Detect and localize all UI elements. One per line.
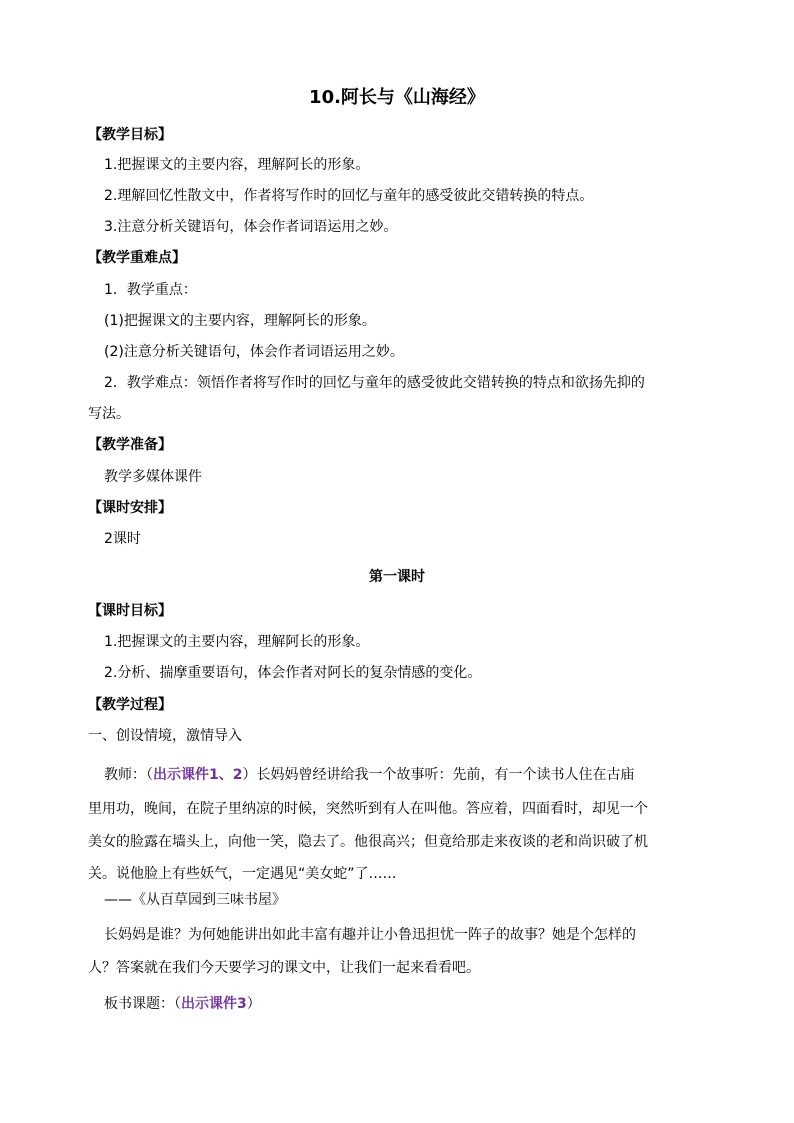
prep-heading: 【教学准备】 xyxy=(88,437,172,453)
objective-item: 1.把握课文的主要内容，理解阿长的形象。 xyxy=(104,157,370,173)
question-line: 长妈妈是谁？为何她能讲出如此丰富有趣并让小鲁迅担忧一阵子的故事？她是个怎样的 xyxy=(104,927,636,943)
lesson-objectives-heading: 【课时目标】 xyxy=(88,603,172,619)
board-prefix: 板书课题：（ xyxy=(104,996,181,1012)
lesson-title: 第一课时 xyxy=(369,569,425,585)
difficulty-line: 2．教学难点：领悟作者将写作时的回忆与童年的感受彼此交错转换的特点和欲扬先抑的 xyxy=(104,375,645,391)
lesson-objective-item: 2.分析、揣摩重要语句，体会作者对阿长的复杂情感的变化。 xyxy=(104,665,482,681)
board-line xyxy=(104,994,261,1014)
page-title: 10.阿长与《山海经》 xyxy=(309,87,485,108)
step-heading: 一、创设情境，激情导入 xyxy=(88,728,242,744)
courseware-reference: 出示课件1、2 xyxy=(153,767,243,783)
key-point-label: 1．教学重点： xyxy=(104,282,197,298)
objective-item: 2.理解回忆性散文中，作者将写作时的回忆与童年的感受彼此交错转换的特点。 xyxy=(104,188,594,204)
key-point-item: (2)注意分析关键语句，体会作者词语运用之妙。 xyxy=(104,344,404,360)
prep-text: 教学多媒体课件 xyxy=(104,469,202,485)
key-point-item: (1)把握课文的主要内容，理解阿长的形象。 xyxy=(104,313,376,329)
schedule-text: 2课时 xyxy=(104,531,141,547)
teacher-text: ）长妈妈曾经讲给我一个故事听：先前，有一个读书人住在古庙 xyxy=(242,767,635,783)
teacher-prefix: 教师：（ xyxy=(104,767,153,783)
lesson-objective-item: 1.把握课文的主要内容，理解阿长的形象。 xyxy=(104,634,370,650)
key-heading: 【教学重难点】 xyxy=(88,250,186,266)
courseware-reference: 出示课件3 xyxy=(181,996,247,1012)
teacher-paragraph-line xyxy=(104,765,634,785)
board-suffix: ） xyxy=(246,996,261,1012)
schedule-heading: 【课时安排】 xyxy=(88,500,172,516)
question-line: 人？答案就在我们今天要学习的课文中，让我们一起来看看吧。 xyxy=(88,960,480,976)
objective-item: 3.注意分析关键语句，体会作者词语运用之妙。 xyxy=(104,219,398,235)
objectives-heading: 【教学目标】 xyxy=(88,127,172,143)
difficulty-line: 写法。 xyxy=(88,406,130,422)
story-line: 关。说他脸上有些妖气，一定遇见“美女蛇”了…… xyxy=(88,866,397,882)
process-heading: 【教学过程】 xyxy=(88,697,172,713)
story-line: 美女的脸露在墙头上，向他一笑，隐去了。他很高兴；但竟给那走来夜谈的老和尚识破了机 xyxy=(88,834,648,850)
source-citation: ——《从百草园到三味书屋》 xyxy=(104,892,286,908)
story-line: 里用功，晚间，在院子里纳凉的时候，突然听到有人在叫他。答应着，四面看时，却见一个 xyxy=(88,801,648,817)
